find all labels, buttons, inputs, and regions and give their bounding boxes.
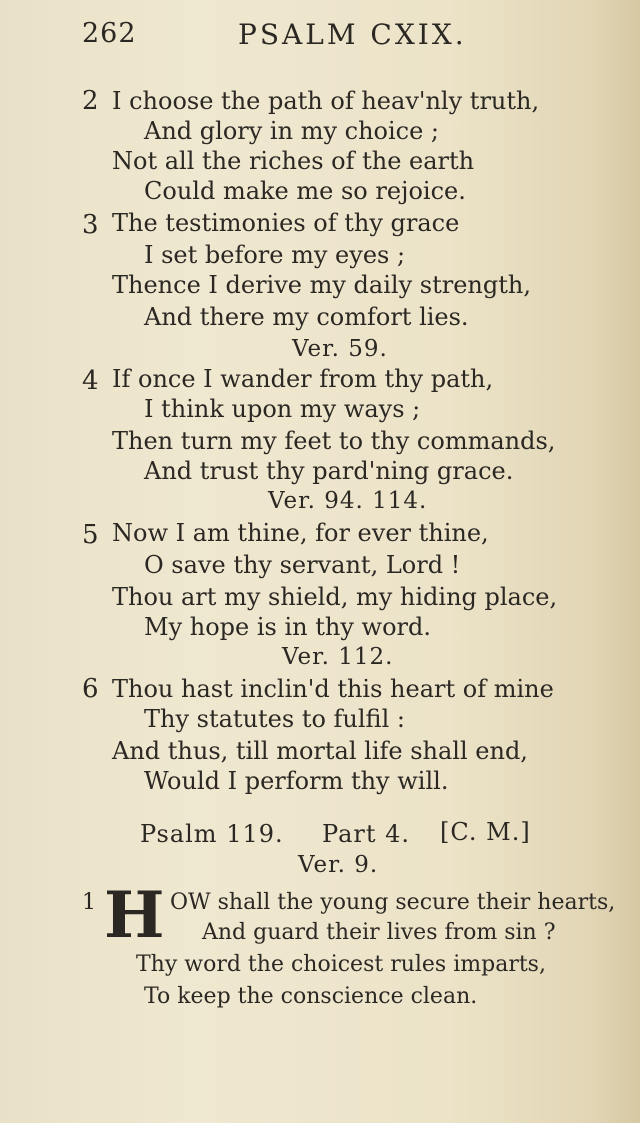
drop-cap: H	[104, 878, 165, 953]
verse-line: And thus, till mortal life shall end,	[112, 737, 528, 765]
verse-line: Thy statutes to fulfil :	[144, 705, 405, 733]
verse-line: Would I perform thy will.	[144, 767, 449, 795]
verse-line: To keep the conscience clean.	[144, 984, 478, 1009]
verse-reference: Ver. 94. 114.	[268, 488, 428, 514]
verse-reference: Ver. 112.	[282, 644, 394, 670]
verse-line: And guard their lives from sin ?	[202, 920, 556, 945]
verse-line: And trust thy pard'ning grace.	[144, 457, 514, 485]
verse-line: Now I am thine, for ever thine,	[112, 519, 489, 547]
verse-reference: Ver. 9.	[298, 852, 379, 878]
running-header	[0, 18, 640, 58]
verse-line: And there my comfort lies.	[144, 303, 469, 331]
psalm-label: Psalm 119.	[140, 820, 284, 848]
stanza-number: 6	[82, 674, 99, 704]
stanza-number: 2	[82, 86, 99, 116]
verse-line: I think upon my ways ;	[144, 395, 421, 423]
verse-line: I choose the path of heav'nly truth,	[112, 87, 540, 115]
verse-line: Thence I derive my daily strength,	[112, 271, 531, 299]
verse-line: My hope is in thy word.	[144, 613, 431, 641]
stanza-number: 4	[82, 366, 99, 396]
verse-line: I set before my eyes ;	[144, 241, 406, 269]
verse-line: Then turn my feet to thy commands,	[112, 427, 556, 455]
verse-line: And glory in my choice ;	[144, 117, 440, 145]
verse-line: O save thy servant, Lord !	[144, 551, 461, 579]
verse-line: Could make me so rejoice.	[144, 177, 466, 205]
part-label: Part 4.	[322, 820, 411, 848]
verse-line: Thou art my shield, my hiding place,	[112, 583, 558, 611]
stanza-number: 5	[82, 520, 99, 550]
page-number: 262	[82, 18, 137, 49]
stanza-number: 3	[82, 210, 99, 240]
verse-line: Thy word the choicest rules imparts,	[136, 952, 546, 977]
verse-line: OW shall the young secure their hearts,	[170, 890, 616, 915]
stanza-number: 1	[82, 890, 96, 915]
verse-reference: Ver. 59.	[292, 336, 388, 362]
verse-line: Not all the riches of the earth	[112, 147, 475, 175]
verse-line: Thou hast inclin'd this heart of mine	[112, 675, 554, 703]
verse-line: If once I wander from thy path,	[112, 365, 494, 393]
running-title: PSALM CXIX.	[238, 18, 467, 51]
meter-label: [C. M.]	[440, 818, 531, 846]
verse-line: The testimonies of thy grace	[112, 209, 460, 237]
